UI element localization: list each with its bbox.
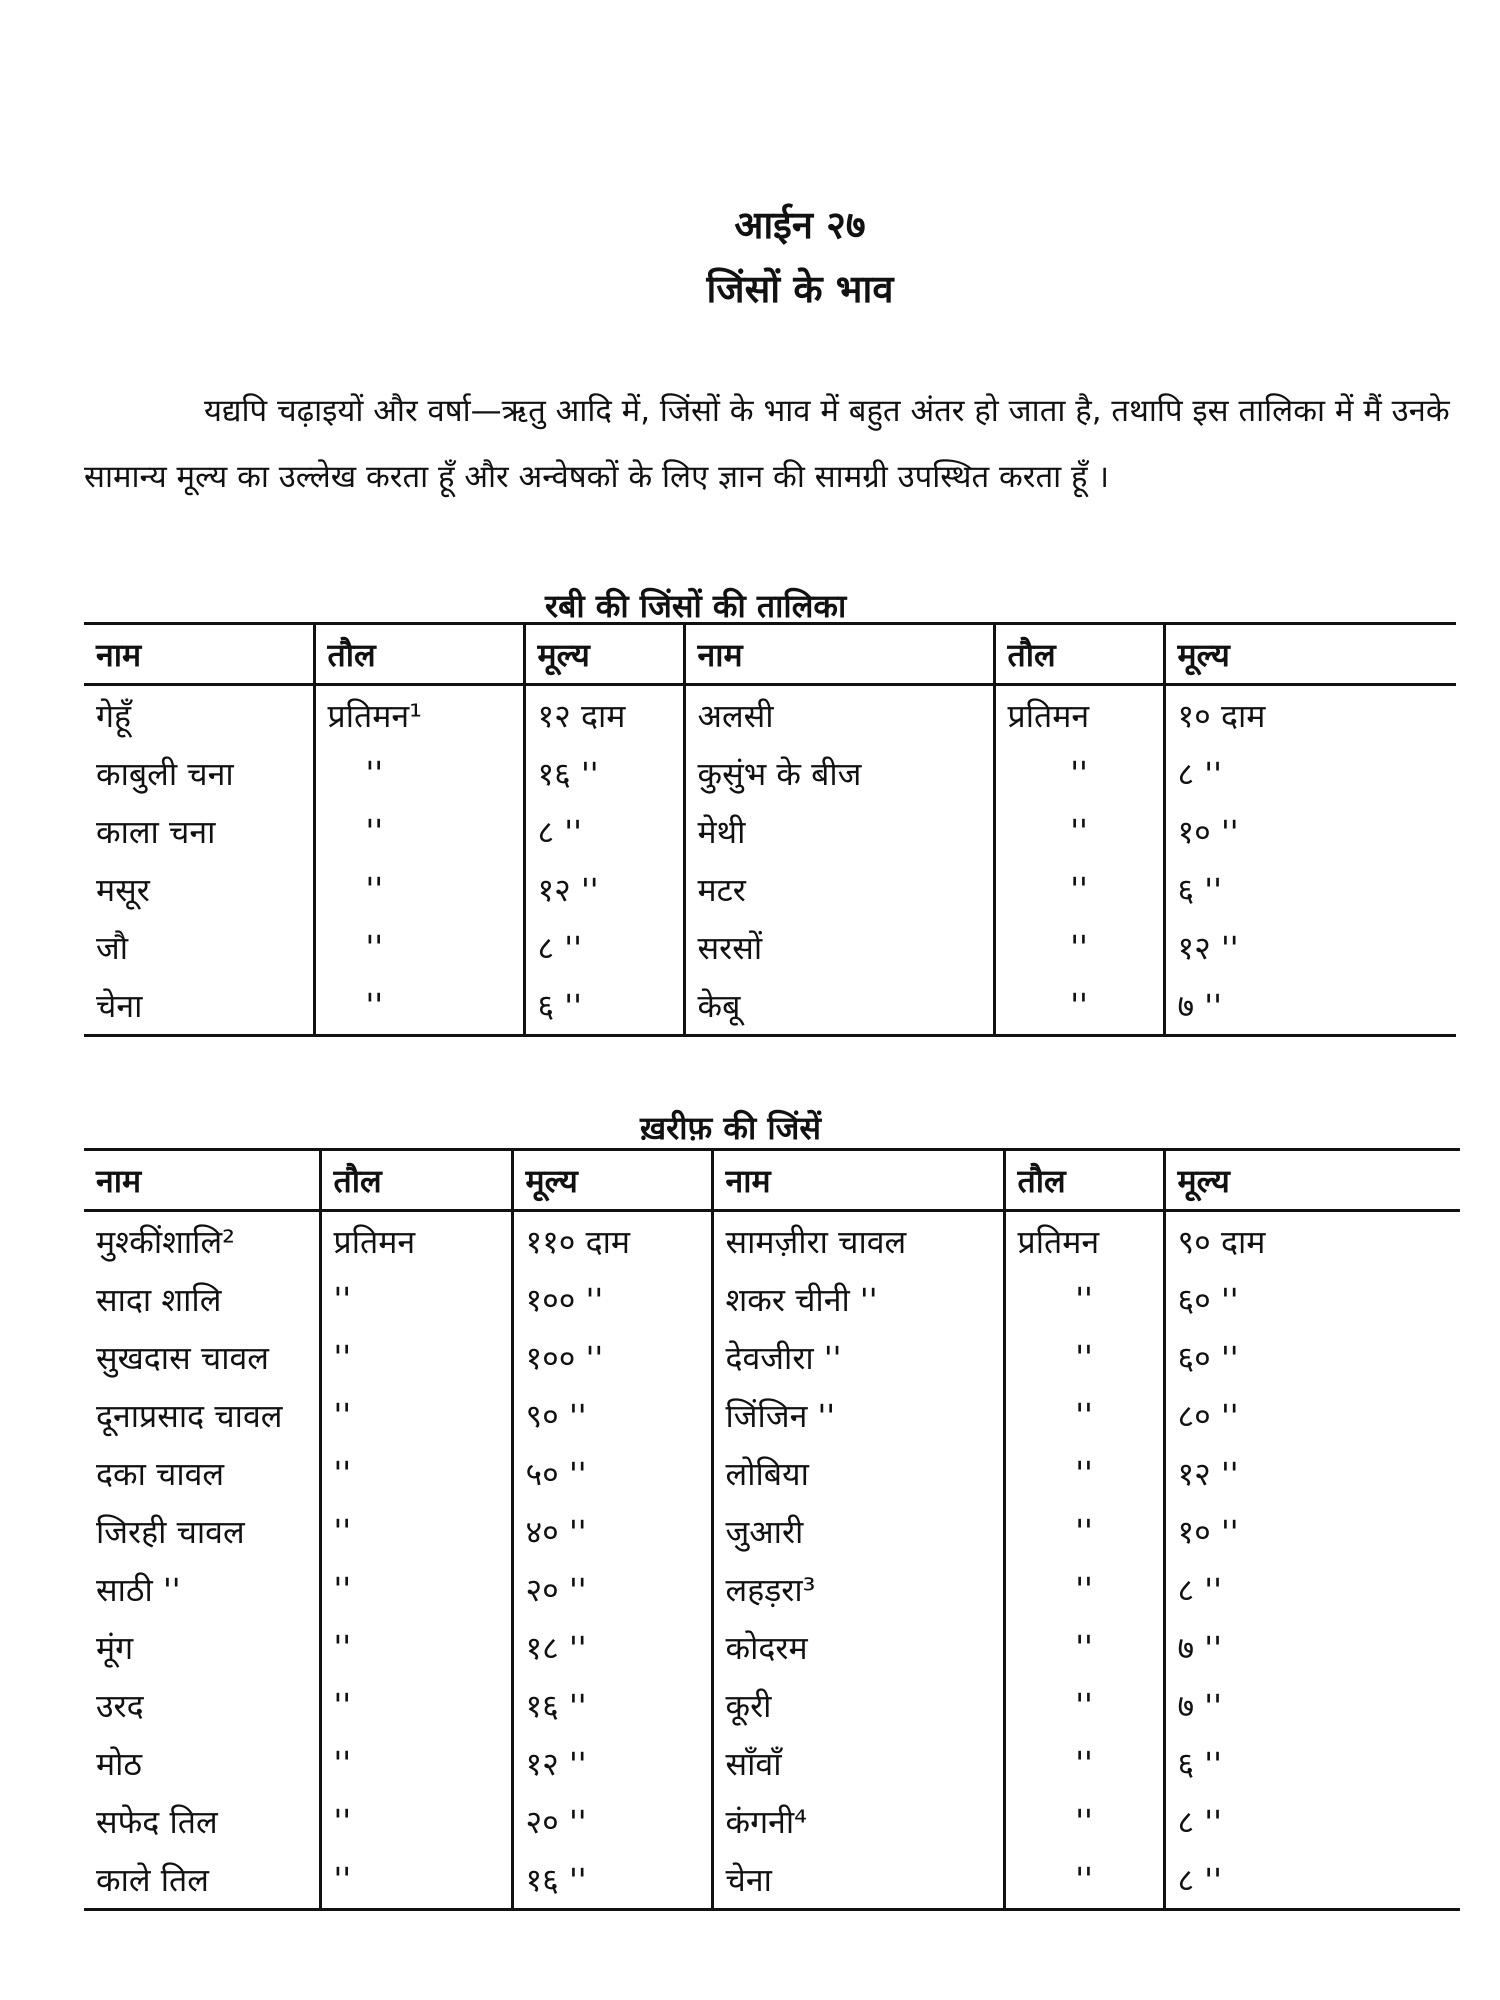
table-row — [84, 1211, 1460, 1271]
cell-weight: '' — [1004, 1270, 1164, 1328]
table-row — [84, 1850, 1460, 1910]
cell-price: ६ '' — [524, 976, 684, 1036]
cell-name: जौ — [96, 928, 129, 967]
table-row — [84, 1618, 1460, 1676]
cell-weight: '' — [314, 802, 524, 860]
cell-name: सुखदास चावल — [96, 1338, 269, 1377]
table-header-row — [84, 1150, 1460, 1211]
header-weight: तौल — [994, 624, 1164, 685]
cell-name: अलसी — [684, 685, 994, 745]
cell-weight: '' — [1004, 1676, 1164, 1734]
header-weight: तौल — [320, 1150, 512, 1211]
page-title: जिंसों के भाव — [706, 267, 894, 311]
rabi-table-caption: रबी की जिंसों की तालिका — [545, 587, 847, 625]
cell-price: २० '' — [512, 1792, 712, 1850]
cell-weight: '' — [994, 860, 1164, 918]
table-row — [84, 1734, 1460, 1792]
cell-name: काला चना — [96, 812, 216, 851]
header-price: मूल्य — [524, 624, 684, 685]
rabi-table — [84, 622, 1456, 1037]
table-row — [84, 1676, 1460, 1734]
table-row — [84, 802, 1456, 860]
cell-weight: '' — [320, 1618, 512, 1676]
cell-weight: '' — [994, 744, 1164, 802]
cell-name: साठी '' — [96, 1570, 181, 1609]
cell-name: काबुली चना — [96, 754, 234, 793]
cell-weight: प्रतिमन¹ — [314, 685, 524, 745]
cell-weight: '' — [1004, 1386, 1164, 1444]
cell-name: लोबिया — [712, 1444, 1004, 1502]
cell-name: जुआरी — [712, 1502, 1004, 1560]
cell-weight: '' — [320, 1444, 512, 1502]
cell-name: कंगनी⁴ — [712, 1792, 1004, 1850]
cell-price: ४० '' — [512, 1502, 712, 1560]
header-price: मूल्य — [1164, 1150, 1460, 1211]
cell-price: ६० '' — [1164, 1328, 1460, 1386]
header-weight: तौल — [314, 624, 524, 685]
cell-name: जिंजिन '' — [712, 1386, 1004, 1444]
cell-price: १२ '' — [1164, 918, 1456, 976]
cell-name: सफेद तिल — [96, 1802, 218, 1841]
cell-name: सादा शालि — [96, 1280, 222, 1319]
cell-name: दूनाप्रसाद चावल — [96, 1396, 283, 1435]
header-weight: तौल — [1004, 1150, 1164, 1211]
cell-price: १० दाम — [1164, 685, 1456, 745]
cell-name: चेना — [712, 1850, 1004, 1910]
cell-weight: '' — [1004, 1618, 1164, 1676]
cell-name: कूरी — [712, 1676, 1004, 1734]
cell-weight: '' — [320, 1270, 512, 1328]
cell-name: शकर चीनी '' — [712, 1270, 1004, 1328]
cell-name: लहड़रा³ — [712, 1560, 1004, 1618]
header-price: मूल्य — [1164, 624, 1456, 685]
cell-weight: '' — [314, 976, 524, 1036]
cell-price: १०० '' — [512, 1328, 712, 1386]
cell-name: मोठ — [96, 1744, 143, 1783]
cell-name: केबू — [684, 976, 994, 1036]
header-name: नाम — [684, 624, 994, 685]
header-name: नाम — [84, 1150, 320, 1211]
table-row — [84, 1560, 1460, 1618]
cell-name: सरसों — [684, 918, 994, 976]
table-row — [84, 976, 1456, 1036]
cell-weight: प्रतिमन — [1004, 1211, 1164, 1271]
table-row — [84, 1444, 1460, 1502]
kharif-table — [84, 1148, 1460, 1911]
cell-price: ८ '' — [524, 802, 684, 860]
cell-weight: '' — [994, 918, 1164, 976]
cell-weight: '' — [320, 1792, 512, 1850]
cell-price: ७ '' — [1164, 976, 1456, 1036]
cell-price: ८ '' — [524, 918, 684, 976]
intro-paragraph — [84, 378, 1464, 510]
cell-price: १६ '' — [512, 1850, 712, 1910]
kharif-table-caption: ख़रीफ़ की जिंसें — [640, 1109, 822, 1147]
cell-name: चेना — [84, 976, 314, 1036]
table-row — [84, 744, 1456, 802]
cell-weight: '' — [314, 744, 524, 802]
cell-price: ९० दाम — [1164, 1211, 1460, 1271]
cell-weight: '' — [320, 1502, 512, 1560]
cell-weight: '' — [320, 1850, 512, 1910]
cell-weight: '' — [320, 1328, 512, 1386]
table-row — [84, 685, 1456, 745]
cell-weight: '' — [320, 1734, 512, 1792]
cell-price: ८ '' — [1164, 1792, 1460, 1850]
cell-name: साँवाँ — [712, 1734, 1004, 1792]
header-price: मूल्य — [512, 1150, 712, 1211]
cell-name: मसूर — [96, 870, 150, 909]
cell-name: देवजीरा '' — [712, 1328, 1004, 1386]
header-name: नाम — [84, 624, 314, 685]
chapter-heading: आईन २७ — [734, 203, 866, 247]
cell-name: गेहूँ — [96, 696, 132, 735]
cell-name: मेथी — [684, 802, 994, 860]
table-row — [84, 1502, 1460, 1560]
cell-name: उरद — [96, 1686, 144, 1725]
cell-weight: '' — [1004, 1792, 1164, 1850]
table-row — [84, 918, 1456, 976]
cell-weight: '' — [320, 1560, 512, 1618]
cell-price: १२ '' — [512, 1734, 712, 1792]
cell-weight: '' — [994, 802, 1164, 860]
cell-name: मुश्कींशालि² — [96, 1222, 235, 1261]
cell-price: १२ '' — [1164, 1444, 1460, 1502]
cell-weight: '' — [1004, 1444, 1164, 1502]
cell-weight: '' — [320, 1676, 512, 1734]
cell-name: जिरही चावल — [96, 1512, 245, 1551]
table-row — [84, 860, 1456, 918]
cell-price: ७ '' — [1164, 1676, 1460, 1734]
cell-weight: '' — [314, 860, 524, 918]
cell-price: १२ दाम — [524, 685, 684, 745]
cell-name: कुसुंभ के बीज — [684, 744, 994, 802]
cell-price: ११० दाम — [512, 1211, 712, 1271]
cell-weight: '' — [320, 1386, 512, 1444]
cell-price: १० '' — [1164, 802, 1456, 860]
cell-price: ९० '' — [512, 1386, 712, 1444]
cell-weight: '' — [1004, 1328, 1164, 1386]
cell-weight: '' — [1004, 1734, 1164, 1792]
cell-weight: '' — [1004, 1850, 1164, 1910]
cell-name: मूंग — [96, 1628, 134, 1667]
cell-name: सामज़ीरा चावल — [712, 1211, 1004, 1271]
cell-weight: '' — [1004, 1560, 1164, 1618]
cell-price: १० '' — [1164, 1502, 1460, 1560]
cell-name: दका चावल — [96, 1454, 225, 1493]
cell-price: ७ '' — [1164, 1618, 1460, 1676]
cell-price: ६ '' — [1164, 860, 1456, 918]
cell-price: ५० '' — [512, 1444, 712, 1502]
cell-price: ८० '' — [1164, 1386, 1460, 1444]
cell-price: १६ '' — [524, 744, 684, 802]
intro-text: यद्यपि चढ़ाइयों और वर्षा—ऋतु आदि में, जिंसों के भाव में बहुत अंतर हो जाता है, तथापि इस तालिका में मैं उनके सामान्य मूल्य का उल्लेख करता हूँ और अन्वेषकों के लिए ज्ञान की सामग्री उपस्थित करता हूँ । — [84, 393, 1450, 495]
cell-price: १२ '' — [524, 860, 684, 918]
cell-price: १०० '' — [512, 1270, 712, 1328]
header-name: नाम — [712, 1150, 1004, 1211]
cell-weight: '' — [1004, 1502, 1164, 1560]
table-row — [84, 1792, 1460, 1850]
table-row — [84, 1270, 1460, 1328]
table-header-row — [84, 624, 1456, 685]
cell-name: कोदरम — [712, 1618, 1004, 1676]
cell-name: काले तिल — [84, 1850, 320, 1910]
cell-price: ६ '' — [1164, 1734, 1460, 1792]
cell-weight: प्रतिमन — [320, 1211, 512, 1271]
cell-price: ८ '' — [1164, 1850, 1460, 1910]
cell-price: ८ '' — [1164, 744, 1456, 802]
table-row — [84, 1328, 1460, 1386]
cell-price: २० '' — [512, 1560, 712, 1618]
cell-price: १८ '' — [512, 1618, 712, 1676]
cell-price: १६ '' — [512, 1676, 712, 1734]
cell-weight: '' — [314, 918, 524, 976]
cell-weight: '' — [994, 976, 1164, 1036]
cell-price: ८ '' — [1164, 1560, 1460, 1618]
cell-name: मटर — [684, 860, 994, 918]
cell-weight: प्रतिमन — [994, 685, 1164, 745]
table-row — [84, 1386, 1460, 1444]
cell-price: ६० '' — [1164, 1270, 1460, 1328]
